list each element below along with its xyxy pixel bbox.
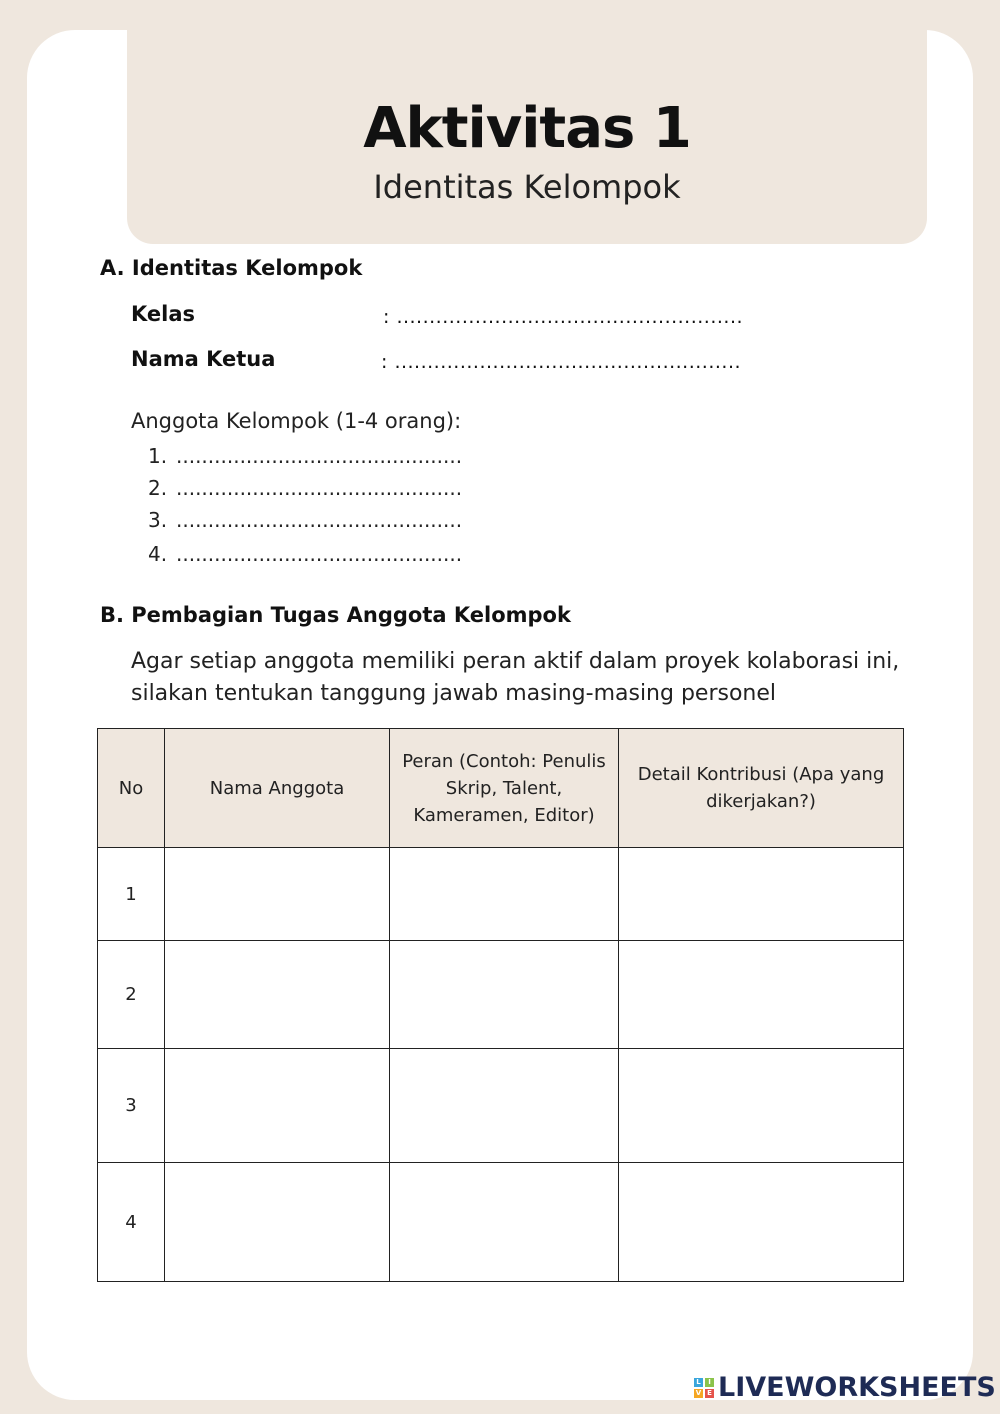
row-number: 1 (98, 848, 165, 941)
members-label: Anggota Kelompok (1-4 orang): (131, 409, 462, 433)
member-line[interactable] (148, 444, 462, 468)
nama-ketua-field[interactable]: : ..................................................... (381, 351, 742, 373)
logo-letter: I (705, 1378, 714, 1387)
column-header-detail: Detail Kontribusi (Apa yang dikerjakan?) (619, 729, 904, 848)
row-number: 3 (98, 1049, 165, 1163)
detail-cell[interactable] (619, 848, 904, 941)
column-header-nama: Nama Anggota (165, 729, 390, 848)
nama-cell[interactable] (165, 941, 390, 1049)
table-row (98, 848, 904, 941)
member-number: 1. (148, 444, 168, 468)
peran-cell[interactable] (390, 941, 619, 1049)
liveworksheets-logo-icon (694, 1378, 714, 1398)
peran-cell[interactable] (390, 1163, 619, 1282)
member-blank[interactable]: ............................................. (176, 444, 463, 468)
member-number: 3. (148, 508, 168, 532)
detail-cell[interactable] (619, 1049, 904, 1163)
member-blank[interactable]: ............................................. (176, 508, 463, 532)
nama-cell[interactable] (165, 1049, 390, 1163)
kelas-label: Kelas (131, 302, 196, 326)
logo-letter: L (694, 1378, 703, 1387)
peran-cell[interactable] (390, 1049, 619, 1163)
brand-name: LIVEWORKSHEETS (718, 1372, 996, 1403)
member-number: 4. (148, 542, 168, 566)
table-row (98, 1049, 904, 1163)
row-number: 4 (98, 1163, 165, 1282)
table-row (98, 941, 904, 1049)
logo-letter: E (705, 1389, 714, 1398)
member-blank[interactable]: ............................................. (176, 542, 463, 566)
nama-cell[interactable] (165, 848, 390, 941)
logo-letter: V (695, 1388, 702, 1397)
member-line[interactable] (148, 508, 462, 532)
page-subtitle: Identitas Kelompok (373, 168, 681, 206)
column-header-no: No (98, 729, 165, 848)
section-a-heading: A. Identitas Kelompok (100, 256, 363, 280)
task-table (97, 728, 904, 1282)
peran-cell[interactable] (390, 848, 619, 941)
nama-cell[interactable] (165, 1163, 390, 1282)
member-number: 2. (148, 476, 168, 500)
section-b-intro: Agar setiap anggota memiliki peran aktif dalam proyek kolaborasi ini, silakan tentukan tanggung jawab masing-masing personel (131, 649, 900, 706)
liveworksheets-logo[interactable] (694, 1372, 996, 1403)
member-line[interactable] (148, 542, 462, 566)
page-title: Aktivitas 1 (363, 96, 691, 161)
detail-cell[interactable] (619, 1163, 904, 1282)
kelas-field[interactable]: : ..................................................... (383, 306, 744, 328)
row-number: 2 (98, 941, 165, 1049)
column-header-peran: Peran (Contoh: Penulis Skrip, Talent, Kameramen, Editor) (390, 729, 619, 848)
member-blank[interactable]: ............................................. (176, 476, 463, 500)
table-row (98, 1163, 904, 1282)
section-b-heading: B. Pembagian Tugas Anggota Kelompok (100, 603, 571, 627)
table-header-row (98, 729, 904, 848)
nama-ketua-label: Nama Ketua (131, 347, 276, 371)
detail-cell[interactable] (619, 941, 904, 1049)
member-line[interactable] (148, 476, 462, 500)
